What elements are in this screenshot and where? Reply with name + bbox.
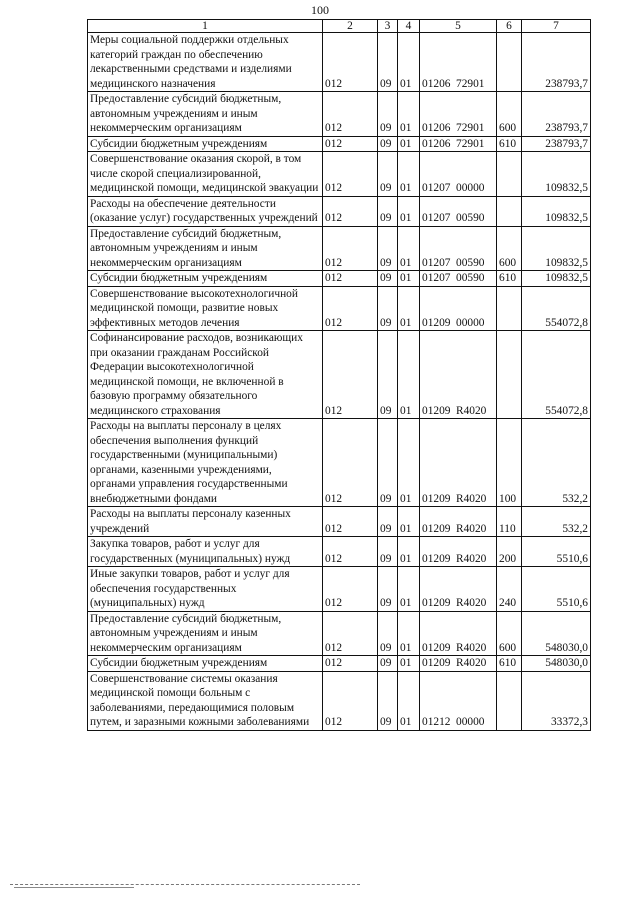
ministry-code-cell: 012 [323, 226, 378, 271]
header-cell-2: 2 [323, 20, 378, 33]
expense-type-cell: 600 [497, 92, 522, 137]
item-name-cell: Субсидии бюджетным учреждениям [88, 136, 323, 152]
target-article-cell [420, 226, 497, 271]
table-row [88, 656, 591, 672]
program-code: 01206 [422, 77, 451, 90]
program-code: 01207 [422, 272, 451, 284]
direction-code: R4020 [456, 597, 487, 609]
expense-type-cell: 610 [497, 136, 522, 152]
amount-cell: 548030,0 [522, 656, 591, 672]
table-row [88, 331, 591, 419]
amount-cell: 554072,8 [522, 331, 591, 419]
direction-code: 00590 [456, 272, 485, 284]
section-code-cell: 09 [378, 196, 398, 226]
ministry-code-cell: 012 [323, 507, 378, 537]
direction-code: 00590 [456, 256, 485, 269]
ministry-code-cell: 012 [323, 671, 378, 730]
amount-cell: 5510,6 [522, 567, 591, 612]
direction-code: R4020 [456, 404, 487, 417]
program-code: 01209 [422, 316, 451, 329]
header-cell-5: 5 [420, 20, 497, 33]
ministry-code-cell: 012 [323, 196, 378, 226]
direction-code: R4020 [456, 522, 487, 535]
amount-cell: 33372,3 [522, 671, 591, 730]
program-code: 01207 [422, 212, 451, 224]
program-code: 01209 [422, 404, 451, 417]
item-name-cell: Расходы на обеспечение деятельности (оказание услуг) государственных учреждений [88, 196, 323, 226]
program-code: 01209 [422, 657, 451, 669]
direction-code: 00000 [456, 716, 485, 728]
program-code: 01209 [422, 641, 451, 654]
ministry-code-cell: 012 [323, 152, 378, 197]
expense-type-cell: 610 [497, 656, 522, 672]
header-cell-6: 6 [497, 20, 522, 33]
table-row [88, 419, 591, 507]
program-code: 01212 [422, 716, 451, 728]
target-article-cell [420, 92, 497, 137]
expense-type-cell: 610 [497, 271, 522, 287]
expense-type-cell [497, 286, 522, 331]
program-code: 01206 [422, 137, 451, 150]
page-number: 100 [311, 3, 329, 17]
item-name-cell: Предоставление субсидий бюджетным, автономным учреждениям и иным некоммерческим организациям [88, 611, 323, 656]
ministry-code-cell: 012 [323, 331, 378, 419]
target-article-cell [420, 419, 497, 507]
section-code-cell: 09 [378, 136, 398, 152]
subsection-code-cell: 01 [398, 537, 420, 567]
program-code: 01209 [422, 597, 451, 609]
ministry-code-cell: 012 [323, 286, 378, 331]
subsection-code-cell: 01 [398, 196, 420, 226]
table-row [88, 507, 591, 537]
subsection-code-cell: 01 [398, 671, 420, 730]
section-code-cell: 09 [378, 537, 398, 567]
amount-cell: 548030,0 [522, 611, 591, 656]
expense-type-cell [497, 196, 522, 226]
item-name-cell: Совершенствование высокотехнологичной медицинской помощи, развитие новых эффективных методов лечения [88, 286, 323, 331]
header-row [88, 20, 591, 33]
direction-code: R4020 [456, 552, 487, 565]
subsection-code-cell: 01 [398, 656, 420, 672]
direction-code: 00000 [456, 316, 485, 329]
program-code: 01206 [422, 122, 451, 134]
direction-code: 72901 [456, 137, 485, 150]
table-row [88, 92, 591, 137]
ministry-code-cell: 012 [323, 537, 378, 567]
program-code: 01209 [422, 522, 451, 535]
target-article-cell [420, 611, 497, 656]
target-article-cell [420, 286, 497, 331]
target-article-cell [420, 152, 497, 197]
ministry-code-cell: 012 [323, 136, 378, 152]
section-code-cell: 09 [378, 507, 398, 537]
subsection-code-cell: 01 [398, 419, 420, 507]
table-row [88, 286, 591, 331]
section-code-cell: 09 [378, 611, 398, 656]
target-article-cell [420, 567, 497, 612]
amount-cell: 238793,7 [522, 92, 591, 137]
amount-cell: 109832,5 [522, 226, 591, 271]
header-cell-3: 3 [378, 20, 398, 33]
item-name-cell: Иные закупки товаров, работ и услуг для обеспечения государственных (муниципальных) нужд [88, 567, 323, 612]
target-article-cell [420, 271, 497, 287]
section-code-cell: 09 [378, 33, 398, 92]
amount-cell: 554072,8 [522, 286, 591, 331]
item-name-cell: Субсидии бюджетным учреждениям [88, 656, 323, 672]
target-article-cell [420, 33, 497, 92]
expense-type-cell [497, 33, 522, 92]
table-row [88, 136, 591, 152]
subsection-code-cell: 01 [398, 33, 420, 92]
table-row [88, 196, 591, 226]
section-code-cell: 09 [378, 419, 398, 507]
item-name-cell: Совершенствование системы оказания медицинской помощи больным с заболеваниями, передающимися половым путем, и заразными кожными заболеваниями [88, 671, 323, 730]
header-cell-7: 7 [522, 20, 591, 33]
ministry-code-cell: 012 [323, 656, 378, 672]
amount-cell: 109832,5 [522, 196, 591, 226]
direction-code: 72901 [456, 77, 485, 90]
table-row [88, 271, 591, 287]
program-code: 01209 [422, 552, 451, 565]
subsection-code-cell: 01 [398, 507, 420, 537]
budget-table [87, 19, 591, 731]
expense-type-cell: 240 [497, 567, 522, 612]
direction-code: 72901 [456, 122, 485, 134]
ministry-code-cell: 012 [323, 611, 378, 656]
amount-cell: 109832,5 [522, 152, 591, 197]
ministry-code-cell: 012 [323, 419, 378, 507]
target-article-cell [420, 656, 497, 672]
expense-type-cell: 100 [497, 419, 522, 507]
program-code: 01209 [422, 492, 451, 505]
subsection-code-cell: 01 [398, 92, 420, 137]
table-row [88, 671, 591, 730]
table-row [88, 567, 591, 612]
item-name-cell: Предоставление субсидий бюджетным, автономным учреждениям и иным некоммерческим организациям [88, 92, 323, 137]
target-article-cell [420, 671, 497, 730]
item-name-cell: Софинансирование расходов, возникающих при оказании гражданам Российской Федерации высокотехнологичной медицинской помощи, не включенной в базовую программу обязательного медицинского страхования [88, 331, 323, 419]
scan-artifact-line [14, 887, 134, 888]
section-code-cell: 09 [378, 656, 398, 672]
section-code-cell: 09 [378, 286, 398, 331]
table-row [88, 537, 591, 567]
target-article-cell [420, 507, 497, 537]
section-code-cell: 09 [378, 671, 398, 730]
expense-type-cell [497, 331, 522, 419]
ministry-code-cell: 012 [323, 33, 378, 92]
section-code-cell: 09 [378, 226, 398, 271]
expense-type-cell [497, 671, 522, 730]
subsection-code-cell: 01 [398, 136, 420, 152]
expense-type-cell: 600 [497, 611, 522, 656]
table-row [88, 152, 591, 197]
amount-cell: 109832,5 [522, 271, 591, 287]
section-code-cell: 09 [378, 567, 398, 612]
amount-cell: 238793,7 [522, 136, 591, 152]
amount-cell: 5510,6 [522, 537, 591, 567]
section-code-cell: 09 [378, 331, 398, 419]
subsection-code-cell: 01 [398, 271, 420, 287]
item-name-cell: Субсидии бюджетным учреждениям [88, 271, 323, 287]
ministry-code-cell: 012 [323, 567, 378, 612]
program-code: 01207 [422, 182, 451, 194]
header-cell-4: 4 [398, 20, 420, 33]
amount-cell: 238793,7 [522, 33, 591, 92]
subsection-code-cell: 01 [398, 226, 420, 271]
expense-type-cell: 200 [497, 537, 522, 567]
subsection-code-cell: 01 [398, 331, 420, 419]
target-article-cell [420, 196, 497, 226]
program-code: 01207 [422, 256, 451, 269]
subsection-code-cell: 01 [398, 611, 420, 656]
table-row [88, 226, 591, 271]
target-article-cell [420, 136, 497, 152]
direction-code: R4020 [456, 492, 487, 505]
item-name-cell: Меры социальной поддержки отдельных категорий граждан по обеспечению лекарственными средствами и изделиями медицинского назначения [88, 33, 323, 92]
item-name-cell: Совершенствование оказания скорой, в том числе скорой специализированной, медицинской помощи, медицинской эвакуации [88, 152, 323, 197]
ministry-code-cell: 012 [323, 92, 378, 137]
item-name-cell: Предоставление субсидий бюджетным, автономным учреждениям и иным некоммерческим организациям [88, 226, 323, 271]
section-code-cell: 09 [378, 271, 398, 287]
table-row [88, 33, 591, 92]
item-name-cell: Расходы на выплаты персоналу казенных учреждений [88, 507, 323, 537]
expense-type-cell [497, 152, 522, 197]
target-article-cell [420, 331, 497, 419]
ministry-code-cell: 012 [323, 271, 378, 287]
target-article-cell [420, 537, 497, 567]
scan-artifact-line [10, 884, 360, 885]
header-cell-1: 1 [88, 20, 323, 33]
section-code-cell: 09 [378, 92, 398, 137]
direction-code: R4020 [456, 657, 487, 669]
amount-cell: 532,2 [522, 419, 591, 507]
expense-type-cell: 110 [497, 507, 522, 537]
table-row [88, 611, 591, 656]
direction-code: 00590 [456, 212, 485, 224]
expense-type-cell: 600 [497, 226, 522, 271]
section-code-cell: 09 [378, 152, 398, 197]
subsection-code-cell: 01 [398, 567, 420, 612]
item-name-cell: Закупка товаров, работ и услуг для государственных (муниципальных) нужд [88, 537, 323, 567]
subsection-code-cell: 01 [398, 152, 420, 197]
direction-code: R4020 [456, 641, 487, 654]
direction-code: 00000 [456, 182, 485, 194]
amount-cell: 532,2 [522, 507, 591, 537]
subsection-code-cell: 01 [398, 286, 420, 331]
item-name-cell: Расходы на выплаты персоналу в целях обеспечения выполнения функций государственными (муниципальными) органами, казенными учреждениями, органами управления государственными внебюджетными фондами [88, 419, 323, 507]
